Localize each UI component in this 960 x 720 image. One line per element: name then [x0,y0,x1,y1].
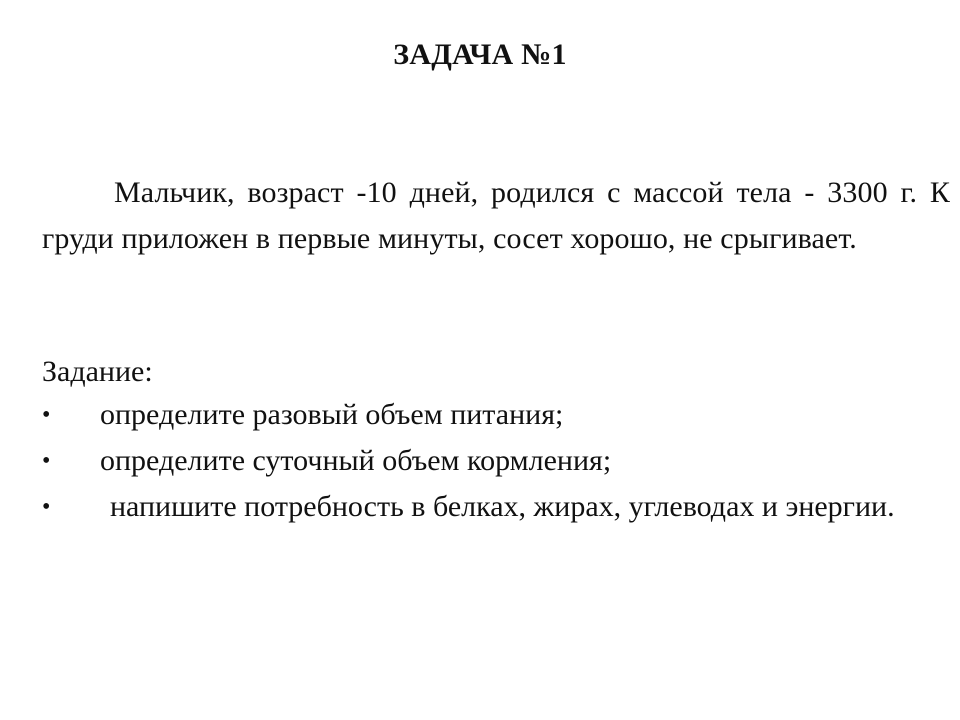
task-text: определите суточный объем кормления; [100,444,612,477]
task-text: напишите потребность в белках, жирах, углеводах и энергии. [110,490,895,523]
task-item [40,392,950,438]
task-title: ЗАДАЧА №1 [393,38,567,71]
bullet-icon: • [42,402,51,428]
bullet-icon: • [42,494,51,520]
task-item [40,438,950,484]
task-item [40,484,950,530]
task-list [40,392,950,530]
task-text: определите разовый объем питания; [100,398,564,431]
case-description: Мальчик, возраст -10 дней, родился с массой тела - 3300 г. К груди приложен в первые минуты, сосет хорошо, не срыгивает. [42,176,950,255]
bullet-icon: • [42,448,51,474]
assignment-label: Задание: [42,355,153,388]
